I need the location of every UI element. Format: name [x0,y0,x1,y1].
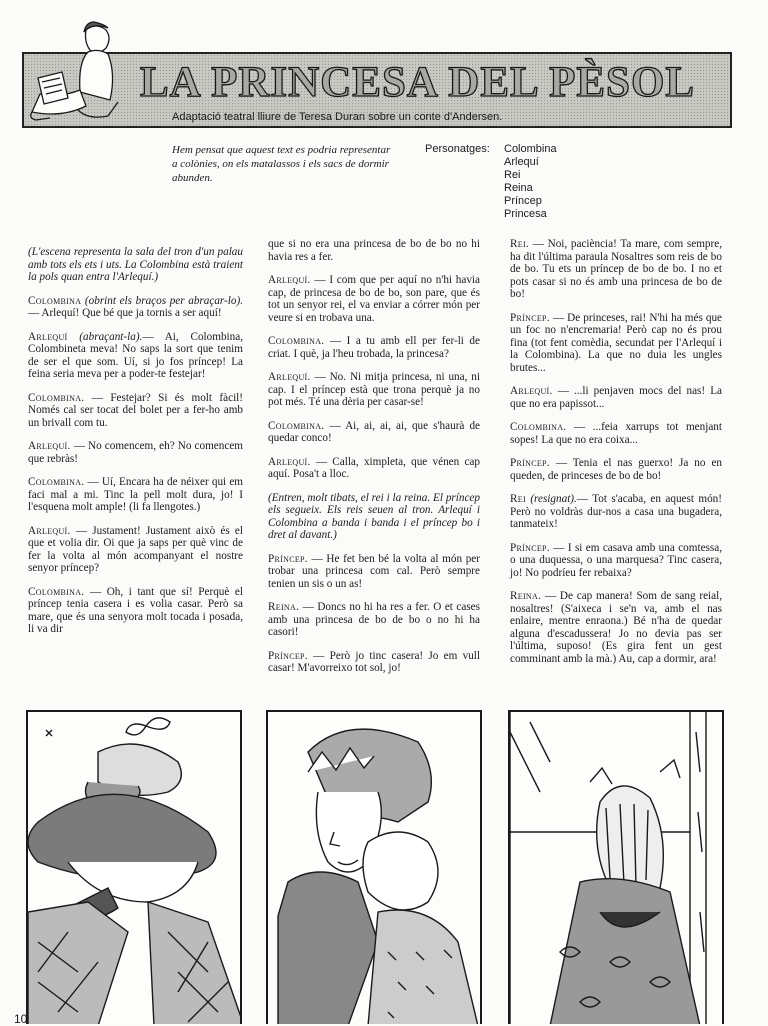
dialogue-text: — De cap manera! Som de sang reial, nosaltres! (S'aixeca i se'n va, amb el nas enlaire, mentre enraona.) Bé n'ha de quedar alguna d'escadussera! Jo no devia pas ser l'última, suposo! (Es gira fent un gest comminant amb la mà.) Au, cap a dormir, ara! [510,590,723,665]
dialogue-text: — Uí, Encara ha de néixer qui em faci mal a mi. Tinc la pell molt dura, jo! I l'esquena molt ample! (li fa llengotes.) [28,476,243,513]
speaker-name: Arlequí. [28,440,71,452]
stage-direction: (abraçant-la). [79,330,143,343]
dialogue-text: — Ai, ai, ai, ai, que s'haurà de quedar conco! [268,419,481,444]
dialogue-paragraph [28,331,243,381]
speaker-name: Arlequí. [510,385,553,397]
speaker-name: Arlequí. [268,274,311,286]
illustration-arlequi-colombina [26,710,242,1024]
dialogue-paragraph [510,238,722,301]
intro-note: Hem pensat que aquest text es podria representar a colònies, on els matalassos i els sacs de dormir abunden. [172,144,391,184]
dialogue-text: — Calla, ximpleta, que vénen cap aquí. Posa't a lloc. [268,455,480,480]
speaker-name: Rei [510,493,526,505]
dialogue-paragraph [28,586,243,636]
dialogue-text: — Ai, Colombina, Colombineta meva! No saps la sort que tenim de ser el que som. Uí, si jo fos príncep! La feina seria meva per a poder-te festejar! [28,330,243,380]
stage-direction: (L'escena representa la sala del tron d'un palau amb tots els ets i uts. La Colombina està traient la pols quan entra l'Arlequí.) [28,246,243,283]
dialogue-paragraph [510,493,722,531]
dialogue-text: — ...feia xarrups tot menjant sopes! La que no era coixa... [510,421,722,446]
boy-reading-illustration [18,18,140,140]
dialogue-paragraph [268,650,480,675]
cast-item: Princesa [504,208,547,220]
speaker-name: Reina. [268,601,300,613]
dialogue-paragraph [268,492,480,542]
stage-direction: (resignat). [530,493,577,505]
dialogue-text: — He fet ben bé la volta al món per trobar una princesa com cal. Però sempre tenien un sis o un as! [268,552,481,590]
speaker-name: Arlequí. [28,524,71,537]
cast-label: Personatges: [425,143,490,155]
dialogue-paragraph [510,542,722,580]
dialogue-text: — No. Ni mitja princesa, ni una, ni cap. I el príncep està que trona perquè ja no pot més. Té una dèria per casar-se! [268,371,480,408]
speaker-name: Arlequí [28,330,68,343]
speaker-name: Reina. [510,590,542,602]
dialogue-paragraph [510,421,722,446]
speaker-name: Colombina. [510,421,567,433]
cast-item: Colombina [504,143,557,155]
stage-direction: (Entren, molt tibats, el rei i la reina. El príncep els segueix. Els reis seuen al tron. Arlequí i Colombina a banda i banda i el príncep bo i dret al davant.) [268,491,480,541]
dialogue-text: — Però jo tinc casera! Jo em vull casar! M'avorreixo tot sol, jo! [268,649,481,674]
dialogue-paragraph [510,385,722,410]
dialogue-paragraph [268,456,480,481]
dialogue-text: — Tot s'acaba, en aquest món! Però no voldràs dur-nos a casa una bugadera, tanmateix! [510,493,722,530]
dialogue-text: — Doncs no hi ha res a fer. O et cases amb una princesa de bo de bo o no hi ha casori! [268,601,481,638]
dialogue-text: — I a tu amb ell per fer-li de criat. I què, ja l'heu trobada, la princesa? [268,335,480,360]
cast-list [504,143,557,221]
speaker-name: Colombina. [28,585,85,598]
cast-item: Rei [504,169,521,181]
text-column-1 [28,246,243,647]
dialogue-paragraph [268,553,480,591]
illustration-queen-window [508,710,724,1024]
speaker-name: Príncep. [510,541,550,554]
dialogue-paragraph [28,476,243,514]
speaker-name: Colombina. [28,476,85,488]
speaker-name: Colombina. [28,391,85,404]
dialogue-text: — I com que per aquí no n'hi havia cap, de princesa de bo de bo, son pare, que és tot un senyor rei, el va enviar a córrer món per veure si en trobava una. [268,274,481,324]
dialogue-paragraph [268,238,480,263]
illustration-queen-prince [266,710,482,1024]
dialogue-text: — De princeses, rai! N'hi ha més que un foc no n'encremaria! Però cap no és prou fina (tot fent comèdia, secundat per l'Arlequí i la Colombina). La que no duia les ungles brutes... [510,311,723,374]
text-column-3 [510,238,722,676]
dialogue-paragraph [510,590,722,665]
speaker-name: Arlequí. [268,455,311,468]
dialogue-paragraph [268,371,480,409]
cast-item: Arlequí [504,156,539,168]
cast-item: Príncep [504,195,542,207]
dialogue-paragraph [28,246,243,284]
dialogue-text: — Festejar? Si és molt fàcil! Només cal ser tocat del bolet per a fer-ho amb un brivall com tu. [28,391,244,429]
dialogue-paragraph [268,601,480,639]
stage-direction: (obrint els braços per abraçar-lo). [84,294,244,307]
speaker-name: Príncep. [268,552,308,565]
speaker-name: Arlequí. [268,371,311,383]
speaker-name: Colombina [28,294,82,307]
dialogue-text: — I si em casava amb una comtessa, o una duquessa, o una marquesa? Tinc casera, jo! No podríeu fer rebaixa? [510,541,723,579]
dialogue-paragraph [510,312,722,375]
dialogue-paragraph [28,440,243,465]
dialogue-text: — Tenia el nas guerxo! Ja no en queden, de princeses de bo de bo! [510,457,723,482]
dialogue-text: — Noi, paciència! Ta mare, com sempre, ha dit l'última paraula Nosaltres som reis de bo de bo. Tu ets un príncep de bo de bo. I no et pots casar si no és amb una princesa de bo de bo! [510,238,722,300]
dialogue-paragraph [268,420,480,445]
speaker-name: Rei. [510,238,530,250]
dialogue-text: — No comencem, eh? No comencem que rebràs! [28,440,244,465]
dialogue-text: — Arlequí! Que bé que ja tornis a ser aquí! [28,307,222,319]
dialogue-paragraph [510,457,722,482]
cast-item: Reina [504,182,533,194]
dialogue-paragraph [268,335,480,360]
text-column-2 [268,238,480,686]
dialogue-paragraph [28,392,243,430]
dialogue-text: que si no era una princesa de bo de bo no hi havia res a fer. [268,238,480,263]
speaker-name: Príncep. [510,311,550,324]
speaker-name: Colombina. [268,419,325,432]
dialogue-text: — Oh, i tant que sí! Perquè el príncep tenia casera i es volia casar. Però sa mare, que és una senyora molt tocada i posada, li va dir [28,585,243,635]
subtitle: Adaptació teatral lliure de Teresa Duran sobre un conte d'Andersen. [172,111,503,123]
page-number: 10 [14,1012,28,1026]
dialogue-text: — ...li penjaven mocs del nas! La que no era papissot... [510,385,722,410]
speaker-name: Colombina. [268,335,325,347]
dialogue-paragraph [28,295,243,320]
dialogue-paragraph [268,274,480,324]
speaker-name: Príncep. [268,649,308,662]
speaker-name: Príncep. [510,457,550,469]
page-title: LA PRINCESA DEL PÈSOL [140,59,696,106]
dialogue-paragraph [28,525,243,575]
dialogue-text: — Justament! Justament això és el que et volia dir. Oi que ja saps per què vinc de fer la volta al món acompanyant el nostre senyor príncep? [28,524,244,574]
